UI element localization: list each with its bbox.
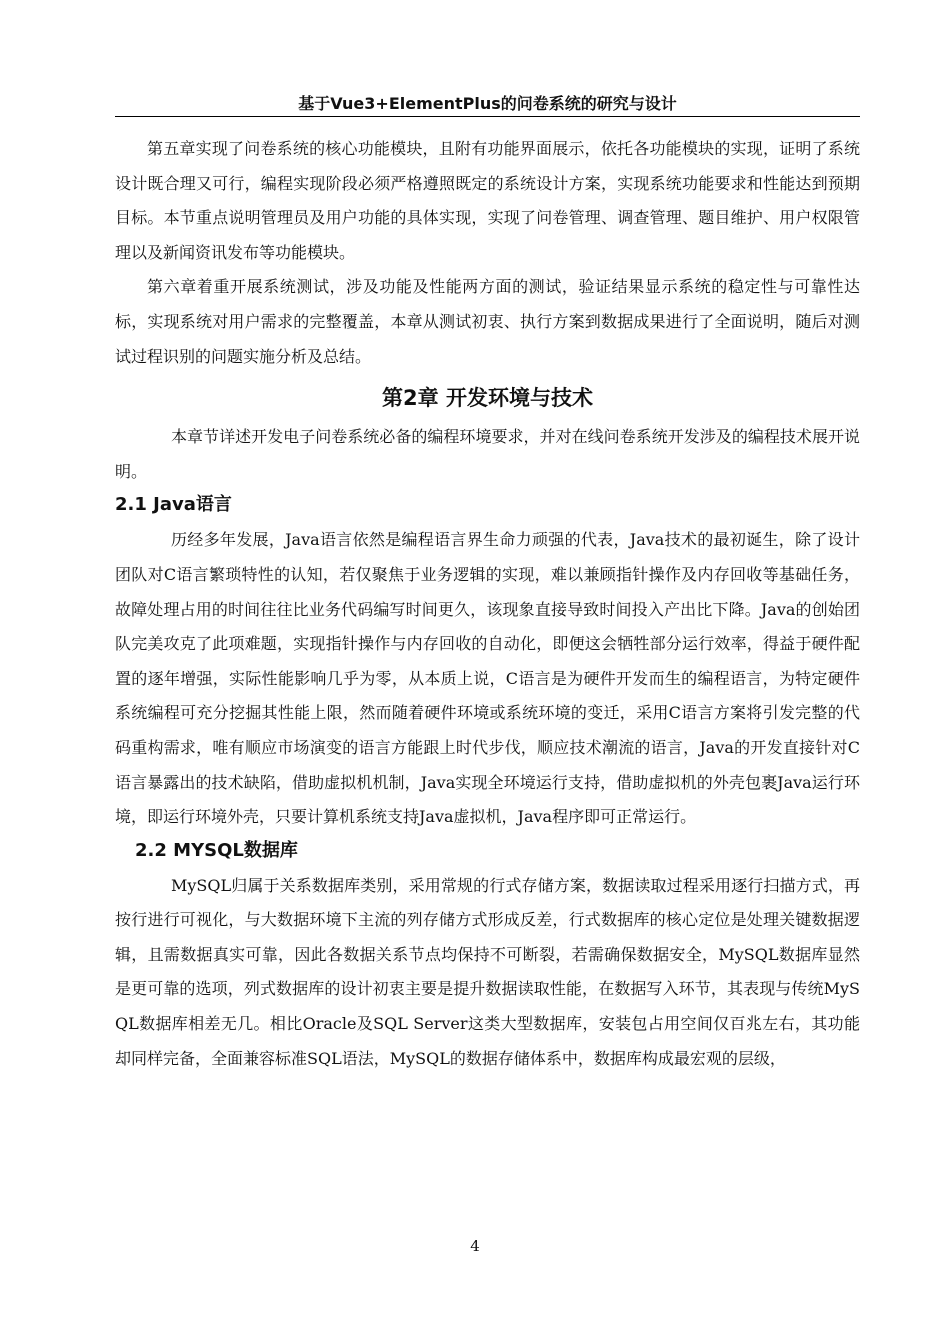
paragraph-chapter5-summary: 第五章实现了问卷系统的核心功能模块，且附有功能界面展示，依托各功能模块的实现，证明了系统设计既合理又可行，编程实现阶段必须严格遵照既定的系统设计方案，实现系统功能要求和性能达到预期目标。本节重点说明管理员及用户功能的具体实现，实现了问卷管理、调查管理、题目维护、用户权限管理以及新闻资讯发布等功能模块。: [115, 139, 860, 262]
paragraph-mysql: MySQL归属于关系数据库类别，采用常规的行式存储方案，数据读取过程采用逐行扫描方式，再按行进行可视化，与大数据环境下主流的列存储方式形成反差，行式数据库的核心定位是处理关键数据逻辑，且需数据真实可靠，因此各数据关系节点均保持不可断裂，若需确保数据安全，MySQL数据库显然是更可靠的选项，列式数据库的设计初衷主要是提升数据读取性能，在数据写入环节，其表现与传统MySQL数据库相差无几。相比Oracle及SQL Server这类大型数据库，安装包占用空间仅百兆左右，其功能却同样完备，全面兼容标准SQL语法，MySQL的数据存储体系中，数据库构成最宏观的层级，: [115, 875, 860, 1068]
header-rule: [115, 116, 860, 117]
section-heading-java: 2.1 Java语言: [115, 494, 232, 516]
page-content: [115, 132, 860, 1076]
running-header-title: 基于Vue3+ElementPlus的问卷系统的研究与设计: [298, 94, 677, 113]
chapter-title: 第2章 开发环境与技术: [382, 386, 593, 411]
page-number: 4: [470, 1237, 480, 1255]
paragraph-chapter-intro: 本章节详述开发电子问卷系统必备的编程环境要求，并对在线问卷系统开发涉及的编程技术展开说明。: [115, 427, 860, 481]
paragraph-chapter6-summary: 第六章着重开展系统测试，涉及功能及性能两方面的测试，验证结果显示系统的稳定性与可靠性达标，实现系统对用户需求的完整覆盖，本章从测试初衷、执行方案到数据成果进行了全面说明，随后对测试过程识别的问题实施分析及总结。: [115, 277, 860, 366]
section-heading-mysql: 2.2 MYSQL数据库: [135, 839, 298, 861]
paragraph-java: 历经多年发展，Java语言依然是编程语言界生命力顽强的代表，Java技术的最初诞生，除了设计团队对C语言繁琐特性的认知，若仅聚焦于业务逻辑的实现，难以兼顾指针操作及内存回收等基础任务，故障处理占用的时间往往比业务代码编写时间更久，该现象直接导致时间投入产出比下降。Java的创始团队完美攻克了此项难题，实现指针操作与内存回收的自动化，即便这会牺牲部分运行效率，得益于硬件配置的逐年增强，实际性能影响几乎为零，从本质上说，C语言是为硬件开发而生的编程语言，为特定硬件系统编程可充分挖掘其性能上限，然而随着硬件环境或系统环境的变迁，采用C语言方案将引发完整的代码重构需求，唯有顺应市场演变的语言方能跟上时代步伐，顺应技术潮流的语言，Java的开发直接针对C语言暴露出的技术缺陷，借助虚拟机机制，Java实现全环境运行支持，借助虚拟机的外壳包裹Java运行环境，即运行环境外壳，只要计算机系统支持Java虚拟机，Java程序即可正常运行。: [115, 530, 860, 827]
